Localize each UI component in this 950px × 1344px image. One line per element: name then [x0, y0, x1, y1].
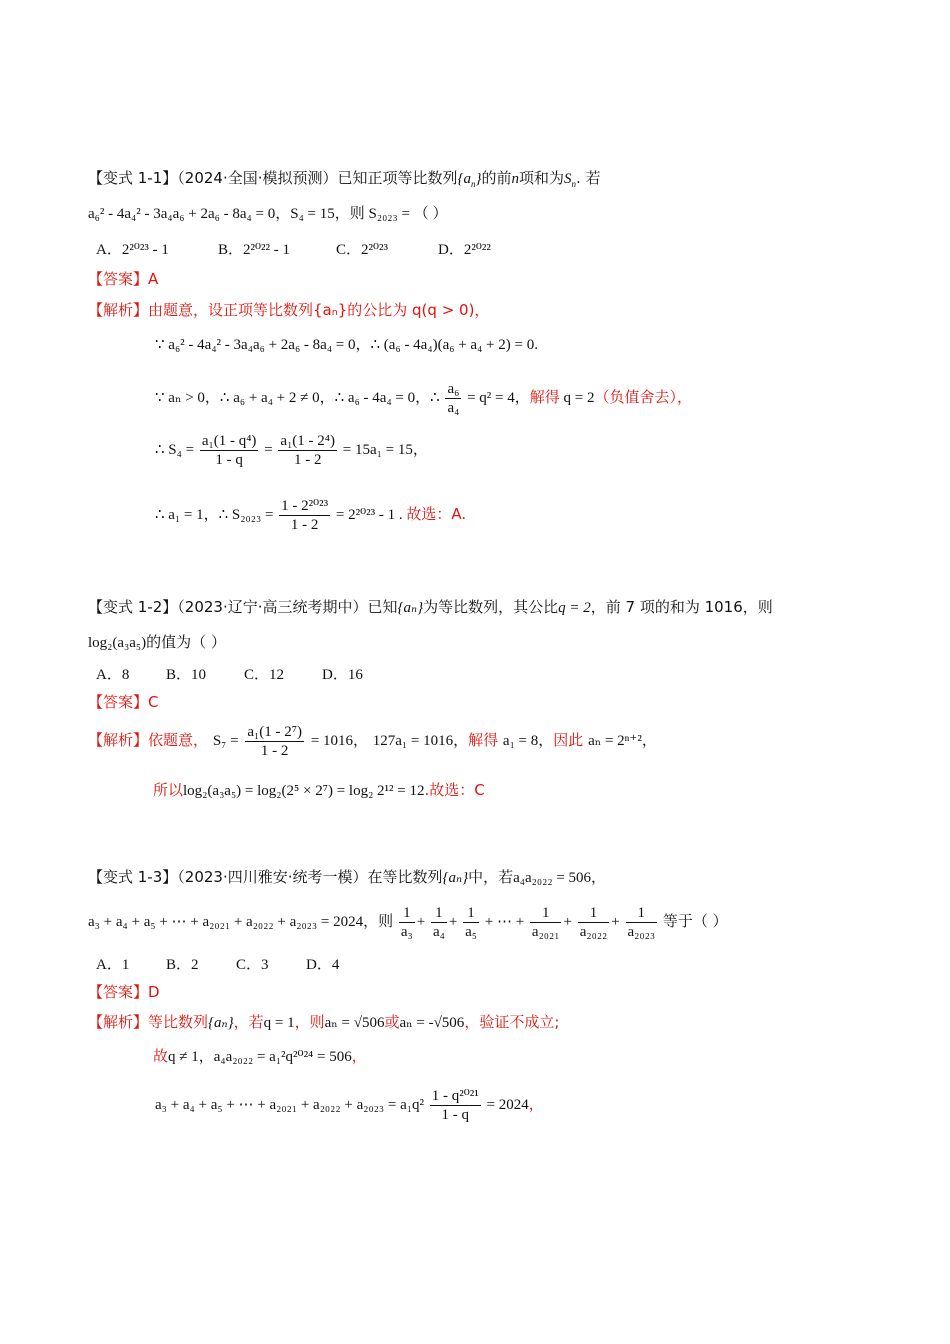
problem-1-1-question	[88, 168, 601, 194]
problem-1-3-answer: 【答案】D	[88, 983, 160, 1001]
fraction: $\frac{1}{\text{a₅}}$	[465, 905, 477, 941]
problem-1-3-head: 【变式 1-3】	[88, 868, 178, 886]
option-a[interactable]: A．1	[96, 957, 130, 973]
option-c[interactable]: C．2²⁰²³	[336, 242, 389, 258]
option-b[interactable]: B．2	[166, 957, 199, 973]
analysis-step: 故q ≠ 1，a₄a₂₀₂₂ = a₁²q²⁰²⁴ = 506，	[153, 1047, 367, 1065]
option-a[interactable]: A．8	[96, 667, 130, 683]
fraction: $\frac{\text{a₆}}{\text{a₄}}$	[447, 381, 460, 416]
question-text: 中，若	[468, 868, 514, 886]
analysis-step: ∵ aₙ > 0，∴ a₆ + a₄ + 2 ≠ 0，∴ a₆ - 4a₄ = 0，∴ $\frac{\text{a₆}}{\text{a₄}}$ = q² = 4，解得 q = 2（负值舍去），	[155, 381, 692, 416]
analysis-step: 所以log₂(a₃a₅) = log₂(2⁵ × 2⁷) = log₂ 2¹² = 12.故选：C	[153, 781, 485, 799]
problem-1-3-options	[96, 955, 339, 975]
fraction: $\frac{\text{a₁(1 - 2⁴)}}{1 - 2}$	[280, 433, 336, 469]
option-d[interactable]: D．16	[322, 667, 363, 683]
question-text: 项和为	[519, 169, 565, 187]
fraction: $\frac{\text{1 - q²⁰²¹}}{1 - q}$	[431, 1088, 479, 1124]
analysis-step: ∴ S₄ = $\frac{\text{a₁(1 - q⁴)}}{1 - q}$ = $\frac{\text{a₁(1 - 2⁴)}}{1 - 2}$ = 15a₁ = 15，	[155, 433, 428, 469]
math-expr: q = 2	[558, 600, 591, 616]
question-text: ，前 7 项的和为 1016，则	[590, 598, 773, 616]
fraction: $\frac{\text{a₁(1 - 2⁷)}}{1 - 2}$	[247, 723, 302, 759]
problem-1-2-question-line2	[88, 632, 226, 653]
sequence-symbol: {aₙ}	[397, 600, 424, 616]
option-c[interactable]: C．12	[244, 667, 285, 683]
option-b[interactable]: B．2²⁰²² - 1	[218, 242, 291, 258]
problem-1-2-question	[88, 597, 773, 618]
analysis-label: 【解析】	[88, 301, 149, 319]
problem-1-3-question	[88, 867, 606, 888]
problem-1-3-question-line2: a₃ + a₄ + a₅ + ⋯ + a₂₀₂₁ + a₂₀₂₂ + a₂₀₂₃ = 2024，则 $\frac{1}{\text{a₃}}$ + $\frac{1}{\text{a₄}}$ + $\frac{1}{\text{a₅}}$ + ⋯ + $\frac{1}{\text{a₂₀₂₁}}$ + $\frac{1}{\text{a₂₀₂₂}}$ + $\frac{1}{\text{a₂₀₂₃}}$ 等于（ ）	[88, 905, 728, 941]
fraction: $\frac{1}{\text{a₂₀₂₂}}$	[579, 905, 608, 941]
question-text: 的值为（ ）	[146, 633, 226, 651]
analysis-step: 由题意，设正项等比数列{aₙ}的公比为 q(q > 0)，	[148, 301, 490, 319]
problem-1-2-answer: 【答案】C	[88, 693, 159, 711]
fraction: $\frac{1}{\text{a₃}}$	[400, 905, 413, 941]
math-expr: log₂(a₃a₅)	[88, 635, 147, 651]
question-text: . 若	[576, 169, 601, 187]
question-text: 为等比数列，其公比	[423, 598, 559, 616]
math-expr: a₄a₂₀₂₂ = 506，	[513, 870, 607, 886]
sequence-symbol: {aₙ}	[442, 870, 469, 886]
analysis-label: 【解析】	[88, 731, 149, 749]
question-text: 的前	[481, 169, 512, 187]
fraction: $\frac{\text{1 - 2²⁰²³}}{1 - 2}$	[281, 498, 329, 534]
problem-1-1-source: （2024·全国·模拟预测）	[177, 169, 338, 187]
problem-1-1-analysis	[88, 300, 489, 320]
fraction: $\frac{1}{\text{a₄}}$	[432, 905, 445, 941]
analysis-step: ∵ a₆² - 4a₄² - 3a₄a₆ + 2a₆ - 8a₄ = 0，∴ (a₆ - 4a₄)(a₆ + a₄ + 2) = 0.	[155, 337, 538, 353]
option-c[interactable]: C．3	[236, 957, 269, 973]
analysis-label: 【解析】	[88, 1013, 149, 1031]
problem-1-3-analysis: 【解析】等比数列{aₙ}，若q = 1，则aₙ = √506或aₙ = -√506，验证不成立;	[88, 1013, 560, 1031]
problem-1-1-options	[96, 240, 491, 260]
question-text: 在等比数列	[367, 868, 443, 886]
problem-1-2-analysis: 【解析】依题意， S₇ = $\frac{\text{a₁(1 - 2⁷)}}{1 - 2}$ = 1016， 127a₁ = 1016，解得 a₁ = 8，因此 aₙ = 2ⁿ⁺²，	[88, 723, 657, 759]
problem-1-1-answer: 【答案】A	[88, 270, 159, 288]
option-a[interactable]: A．2²⁰²³ - 1	[96, 242, 169, 258]
problem-1-3-source: （2023·四川雅安·统考一模）	[177, 868, 368, 886]
problem-1-2-options	[96, 665, 363, 685]
fraction: $\frac{1}{\text{a₂₀₂₁}}$	[531, 905, 560, 941]
problem-1-1-condition: a₆² - 4a₄² - 3a₄a₆ + 2a₆ - 8a₄ = 0，S₄ = 15，则 S₂₀₂₃ = （ ）	[88, 206, 448, 222]
option-d[interactable]: D．4	[306, 957, 340, 973]
question-text: 已知正项等比数列	[337, 169, 458, 187]
math-var: n	[511, 171, 520, 187]
option-b[interactable]: B．10	[166, 667, 207, 683]
fraction: $\frac{\text{a₁(1 - q⁴)}}{1 - q}$	[201, 433, 257, 469]
question-text: 已知	[367, 598, 398, 616]
problem-1-2-head: 【变式 1-2】	[88, 598, 178, 616]
analysis-step: ∴ a₁ = 1，∴ S₂₀₂₃ = $\frac{\text{1 - 2²⁰²³}}{1 - 2}$ = 2²⁰²³ - 1 . 故选：A.	[155, 498, 467, 534]
problem-1-1-head: 【变式 1-1】	[88, 169, 178, 187]
math-var: $S_n$	[564, 171, 577, 189]
problem-1-2-source: （2023·辽宁·高三统考期中）	[177, 598, 368, 616]
sequence-symbol: $\{a_n\}$	[457, 171, 482, 189]
fraction: $\frac{1}{\text{a₂₀₂₃}}$	[627, 905, 656, 941]
analysis-step: a₃ + a₄ + a₅ + ⋯ + a₂₀₂₁ + a₂₀₂₂ + a₂₀₂₃ = a₁q² $\frac{\text{1 - q²⁰²¹}}{1 - q}$ = 2024，	[155, 1088, 544, 1124]
option-d[interactable]: D．2²⁰²²	[438, 242, 491, 258]
